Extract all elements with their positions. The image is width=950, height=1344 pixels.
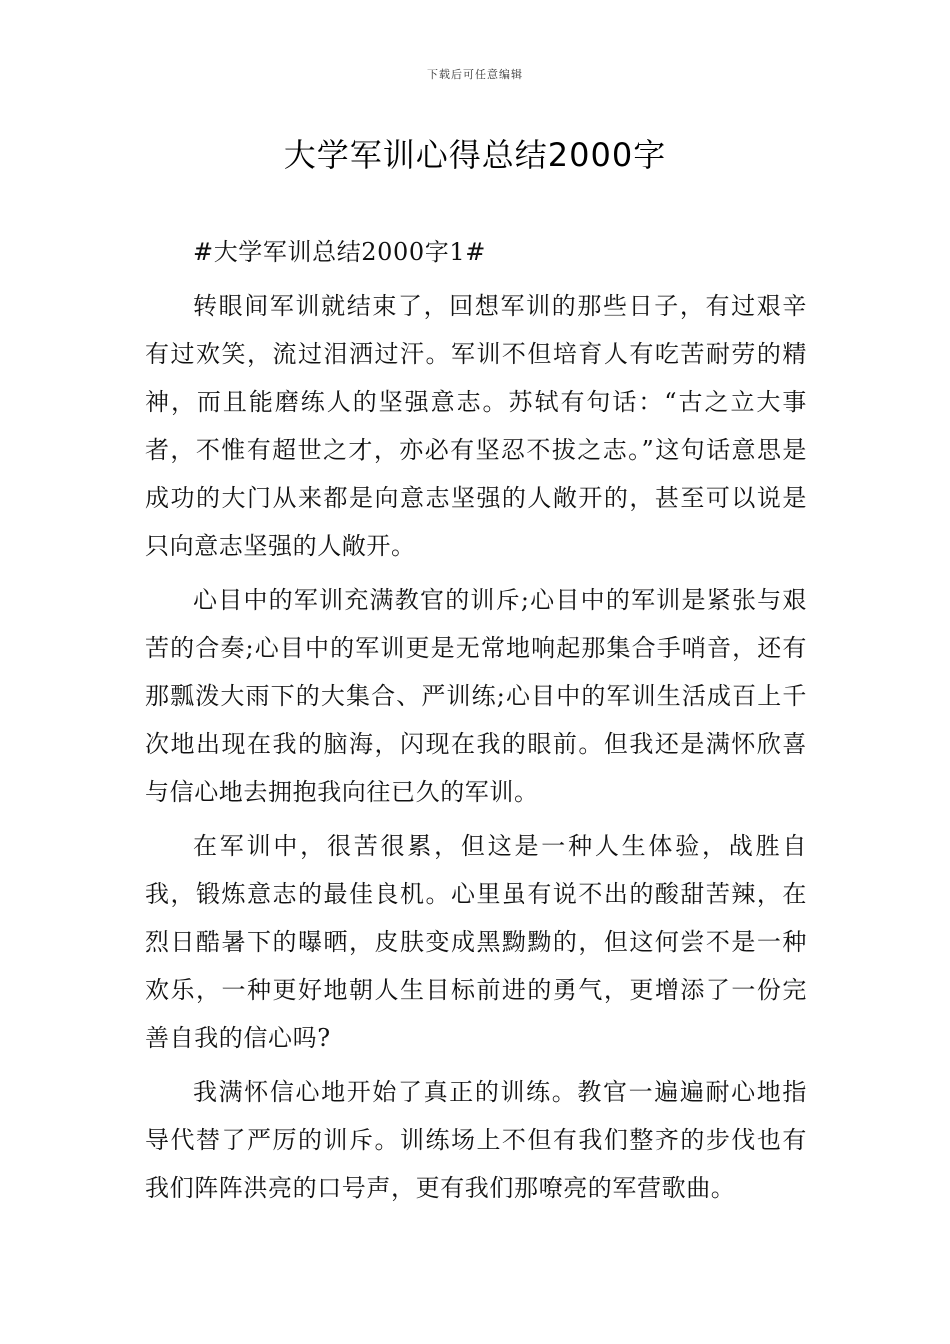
paragraph-1: 转眼间军训就结束了，回想军训的那些日子，有过艰辛有过欢笑，流过泪洒过汗。军训不但培育人有吃苦耐劳的精神，而且能磨练人的坚强意志。苏轼有句话：“古之立大事者，不惟有超世之才，亦必有坚忍不拔之志。”这句话意思是成功的大门从来都是向意志坚强的人敞开的，甚至可以说是只向意志坚强的人敞开。 [145, 292, 807, 560]
paragraph-3: 在军训中，很苦很累，但这是一种人生体验，战胜自我，锻炼意志的最佳良机。心里虽有说不出的酸甜苦辣，在烈日酷暑下的曝晒，皮肤变成黑黝黝的，但这何尝不是一种欢乐，一种更好地朝人生目标前进的勇气，更增添了一份完善自我的信心吗? [145, 832, 807, 1052]
paragraph-2: 心目中的军训充满教官的训斥;心目中的军训是紧张与艰苦的合奏;心目中的军训更是无常地响起那集合手哨音，还有那瓢泼大雨下的大集合、严训练;心目中的军训生活成百上千次地出现在我的脑海，闪现在我的眼前。但我还是满怀欣喜与信心地去拥抱我向往已久的军训。 [145, 586, 807, 806]
document-title: 大学军训心得总结2000字 [283, 136, 667, 174]
paragraph-4: 我满怀信心地开始了真正的训练。教官一遍遍耐心地指导代替了严厉的训斥。训练场上不但有我们整齐的步伐也有我们阵阵洪亮的口号声，更有我们那嘹亮的军营歌曲。 [145, 1078, 807, 1202]
header-note: 下载后可任意编辑 [427, 68, 523, 81]
document-body [145, 228, 807, 1218]
section-heading: #大学军训总结2000字1# [193, 238, 486, 266]
